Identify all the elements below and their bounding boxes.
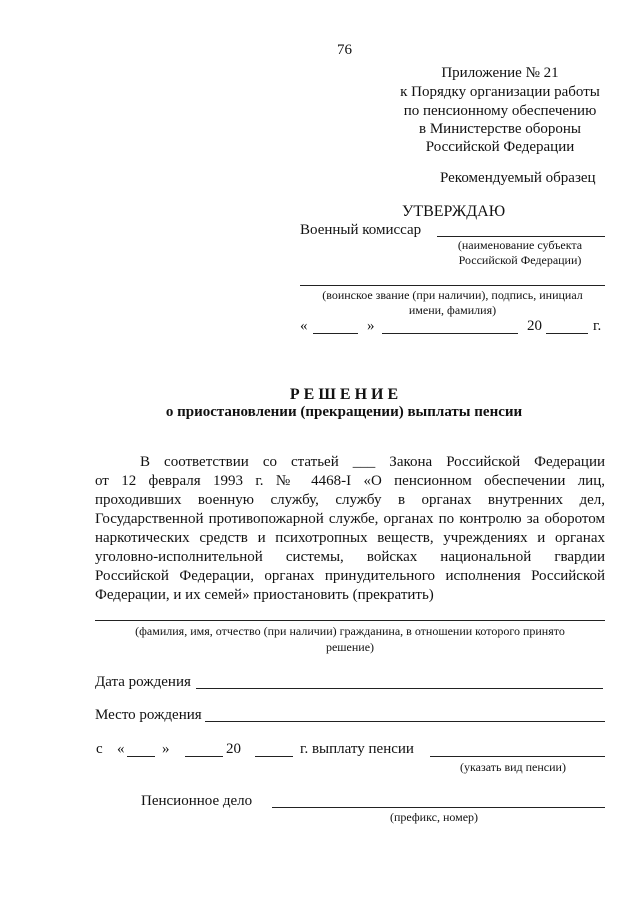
appendix-line-3: по пенсионному обеспечению bbox=[403, 103, 597, 119]
period-year: 20 bbox=[226, 741, 241, 757]
approve-date-year-line[interactable] bbox=[546, 333, 588, 334]
birth-place-label: Место рождения bbox=[95, 707, 202, 723]
pension-type-line[interactable] bbox=[430, 756, 605, 757]
approve-date-year: 20 bbox=[527, 318, 542, 334]
approve-date-open-quote: « bbox=[300, 318, 308, 334]
body-line-3: проходивших военную службу, службу в органах внутренних дел, bbox=[95, 492, 605, 508]
body-line-1: В соответствии со статьей ___ Закона Российской Федерации bbox=[140, 454, 605, 470]
body-line-7: Российской Федерации, органах принудительного исполнения Российской bbox=[95, 568, 605, 584]
body-line-6: уголовно-исполнительной системы, войсках национальной гвардии bbox=[95, 549, 605, 565]
birth-date-label: Дата рождения bbox=[95, 674, 191, 690]
sample-label: Рекомендуемый образец bbox=[440, 170, 596, 186]
person-caption-2: решение) bbox=[325, 640, 375, 654]
body-line-4: Государственной противопожарной службе, органах по контролю за оборотом bbox=[95, 511, 605, 527]
pension-type-caption: (указать вид пенсии) bbox=[460, 760, 566, 774]
subject-caption-2: Российской Федерации) bbox=[458, 253, 582, 267]
period-month-line[interactable] bbox=[185, 756, 223, 757]
approve-title: УТВЕРЖДАЮ bbox=[402, 203, 506, 220]
body-line-2: от 12 февраля 1993 г. № 4468-I «О пенсионном обеспечении лиц, bbox=[95, 473, 605, 489]
approve-date-day-line[interactable] bbox=[313, 333, 358, 334]
birth-date-line[interactable] bbox=[196, 688, 603, 689]
commissar-line[interactable] bbox=[437, 236, 605, 237]
pension-case-label: Пенсионное дело bbox=[141, 793, 253, 809]
appendix-line-1: Приложение № 21 bbox=[441, 65, 559, 81]
commissar-label: Военный комиссар bbox=[300, 222, 422, 238]
person-name-line[interactable] bbox=[95, 620, 605, 621]
pension-case-line[interactable] bbox=[272, 807, 605, 808]
appendix-line-4: в Министерстве обороны bbox=[419, 121, 581, 137]
period-from: с bbox=[96, 741, 103, 757]
period-open-quote: « bbox=[117, 741, 125, 757]
rank-caption-1: (воинское звание (при наличии), подпись, инициал bbox=[322, 288, 583, 302]
period-text: г. выплату пенсии bbox=[300, 741, 414, 757]
appendix-line-5: Российской Федерации bbox=[425, 139, 575, 155]
approve-date-close-quote: » bbox=[367, 318, 375, 334]
subject-caption-1: (наименование субъекта bbox=[457, 238, 583, 252]
person-caption-1: (фамилия, имя, отчество (при наличии) гражданина, в отношении которого принято bbox=[135, 624, 565, 638]
rank-caption-2: имени, фамилия) bbox=[408, 303, 497, 317]
period-day-line[interactable] bbox=[127, 756, 155, 757]
pension-case-caption: (префикс, номер) bbox=[390, 810, 479, 824]
page-number: 76 bbox=[337, 42, 352, 58]
approve-date-month-line[interactable] bbox=[382, 333, 518, 334]
appendix-line-2: к Порядку организации работы bbox=[400, 84, 600, 100]
decision-subtitle: о приостановлении (прекращении) выплаты пенсии bbox=[165, 404, 523, 420]
body-line-8: Федерации, и их семей» приостановить (прекратить) bbox=[95, 587, 434, 603]
birth-place-line[interactable] bbox=[205, 721, 605, 722]
body-line-5: наркотических средств и психотропных веществ, учреждениях и органах bbox=[95, 530, 605, 546]
decision-title: Р Е Ш Е Н И Е bbox=[289, 386, 399, 403]
period-close-quote: » bbox=[162, 741, 170, 757]
approve-date-year-suffix: г. bbox=[593, 318, 602, 334]
period-year-line[interactable] bbox=[255, 756, 293, 757]
rank-signature-line[interactable] bbox=[300, 285, 605, 286]
